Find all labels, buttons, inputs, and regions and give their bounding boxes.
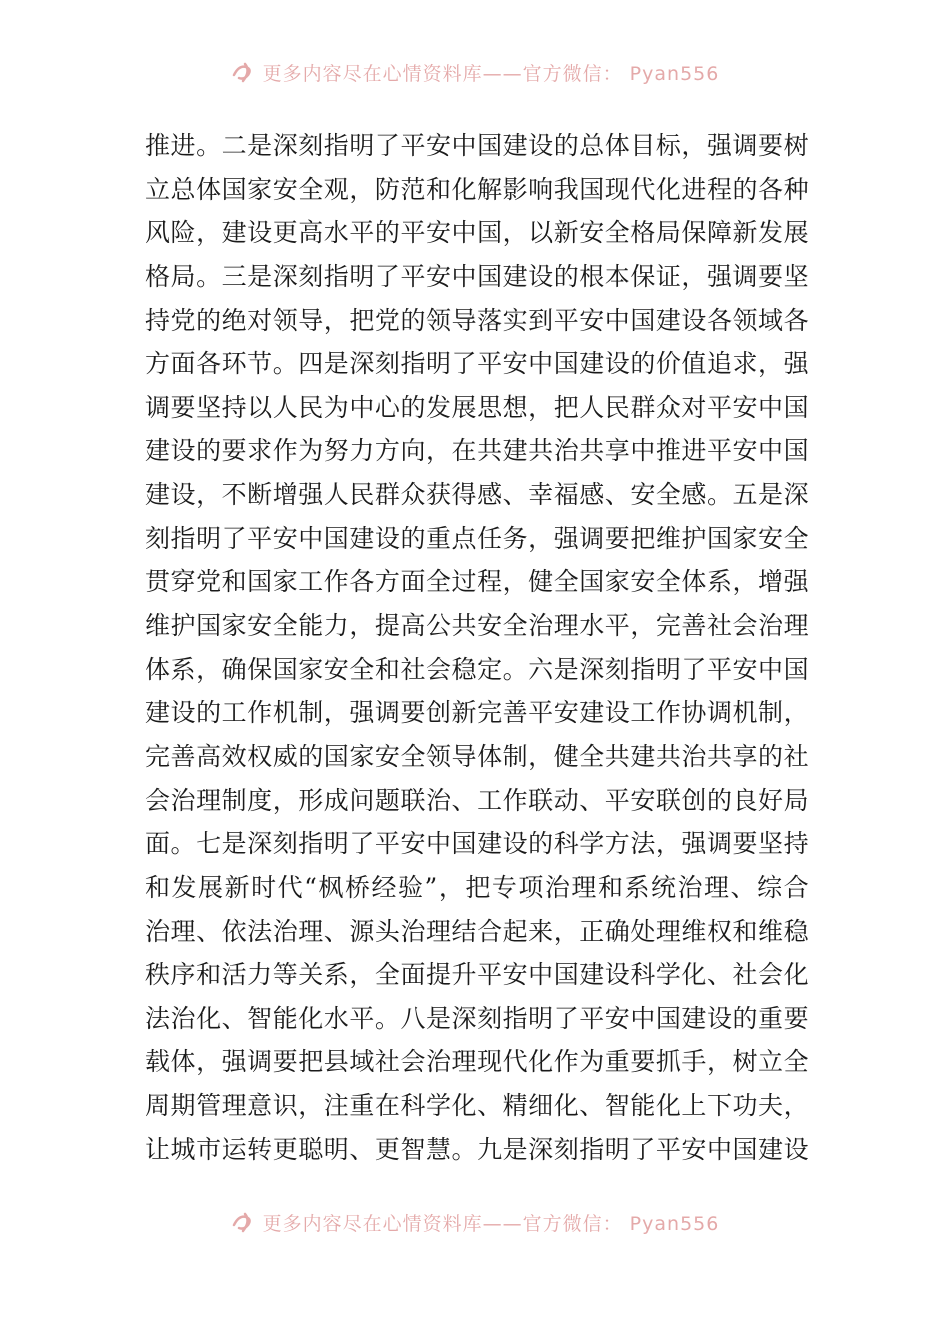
text-line: 会治理制度，形成问题联治、工作联动、平安联创的良好局 (145, 785, 809, 815)
watermark-logo-icon (231, 61, 257, 83)
text-line: 推进。二是深刻指明了平安中国建设的总体目标，强调要树 (145, 131, 809, 160)
text-line: 周期管理意识，注重在科学化、精细化、智能化上下功夫， (145, 1091, 809, 1121)
text-line: 和发展新时代“枫桥经验”，把专项治理和系统治理、综合 (145, 872, 809, 902)
document-body (145, 124, 809, 1171)
watermark-text: 更多内容尽在心情资料库——官方微信： Pyan556 (262, 1212, 720, 1235)
text-line: 持党的绝对领导，把党的领导落实到平安中国建设各领域各 (145, 305, 809, 335)
text-line: 面。七是深刻指明了平安中国建设的科学方法，强调要坚持 (145, 829, 809, 859)
text-line: 风险，建设更高水平的平安中国，以新安全格局保障新发展 (145, 218, 809, 248)
watermark-text: 更多内容尽在心情资料库——官方微信： Pyan556 (262, 62, 720, 85)
text-line: 秩序和活力等关系，全面提升平安中国建设科学化、社会化 (145, 960, 809, 990)
text-line: 法治化、智能化水平。八是深刻指明了平安中国建设的重要 (145, 1003, 809, 1033)
text-line: 建设，不断增强人民群众获得感、幸福感、安全感。五是深 (145, 480, 809, 510)
text-line: 调要坚持以人民为中心的发展思想，把人民群众对平安中国 (145, 392, 809, 422)
text-line: 贯穿党和国家工作各方面全过程，健全国家安全体系，增强 (145, 567, 809, 597)
text-line: 维护国家安全能力，提高公共安全治理水平，完善社会治理 (145, 611, 809, 641)
text-line: 让城市运转更聪明、更智慧。九是深刻指明了平安中国建设 (145, 1134, 809, 1164)
text-line: 格局。三是深刻指明了平安中国建设的根本保证，强调要坚 (145, 261, 809, 291)
text-line: 完善高效权威的国家安全领导体制，健全共建共治共享的社 (145, 741, 809, 771)
text-line: 建设的要求作为努力方向，在共建共治共享中推进平安中国 (145, 436, 809, 466)
text-line: 体系，确保国家安全和社会稳定。六是深刻指明了平安中国 (145, 654, 809, 684)
watermark-logo-icon (231, 1211, 257, 1233)
text-line: 建设的工作机制，强调要创新完善平安建设工作协调机制， (145, 698, 809, 728)
text-line: 载体，强调要把县域社会治理现代化作为重要抓手，树立全 (145, 1047, 809, 1077)
text-line: 治理、依法治理、源头治理结合起来，正确处理维权和维稳 (145, 916, 809, 946)
header-watermark (0, 52, 950, 92)
text-line: 方面各环节。四是深刻指明了平安中国建设的价值追求，强 (145, 349, 809, 379)
footer-watermark (0, 1202, 950, 1242)
text-line: 刻指明了平安中国建设的重点任务，强调要把维护国家安全 (145, 523, 809, 553)
text-line: 立总体国家安全观，防范和化解影响我国现代化进程的各种 (145, 174, 809, 204)
